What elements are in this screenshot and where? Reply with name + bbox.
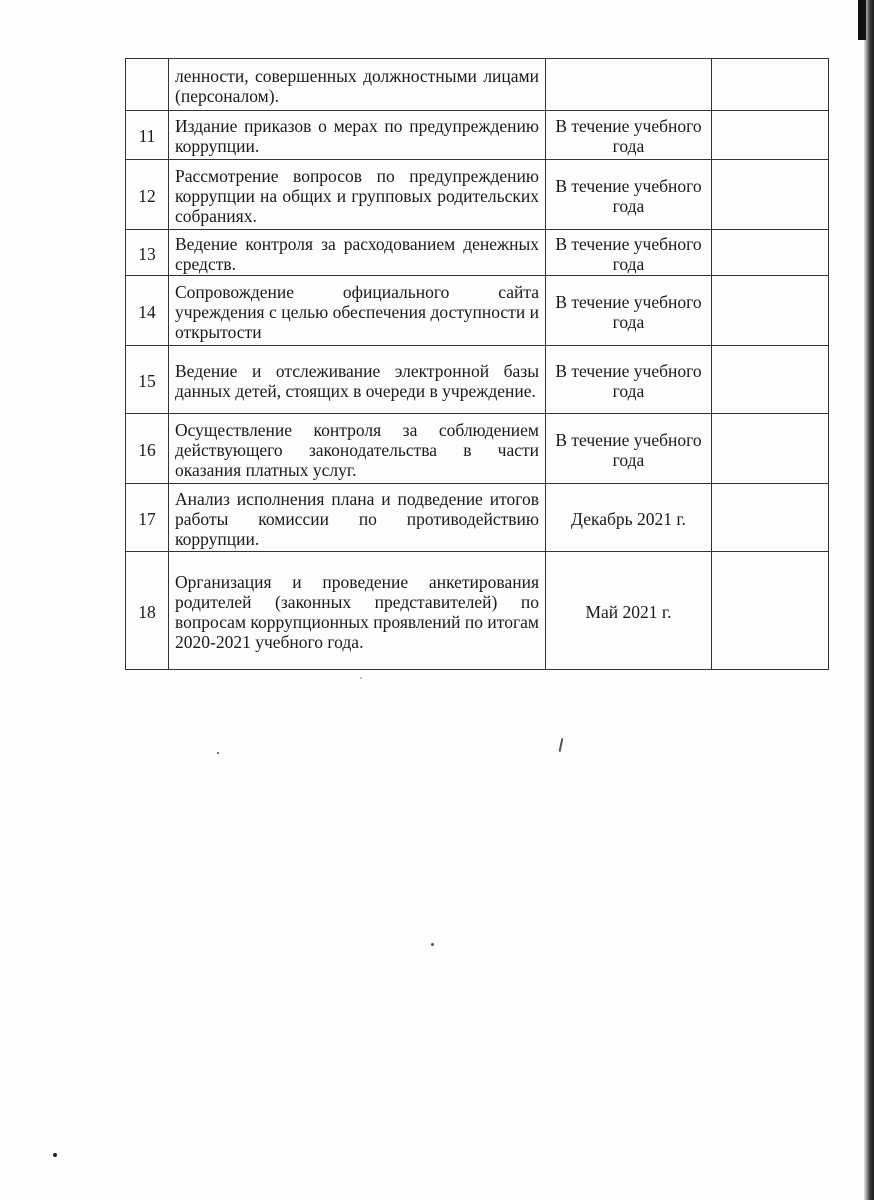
row-event: Издание приказов о мерах по предупреждению коррупции. (169, 111, 546, 160)
row-number: 14 (126, 276, 169, 346)
row-responsible (712, 414, 829, 484)
table-row (126, 111, 829, 160)
row-number: 18 (126, 552, 169, 670)
scan-speck (431, 943, 434, 946)
row-event: ленности, совершенных должностными лицами (персоналом). (169, 59, 546, 111)
row-number: 15 (126, 346, 169, 414)
row-number: 16 (126, 414, 169, 484)
scan-speck (53, 1153, 57, 1157)
row-number: 17 (126, 484, 169, 552)
row-responsible (712, 59, 829, 111)
row-date: В течение учебного года (546, 111, 712, 160)
row-date: В течение учебного года (546, 230, 712, 276)
table-row (126, 552, 829, 670)
row-date (546, 59, 712, 111)
row-number: 12 (126, 160, 169, 230)
row-event: Ведение контроля за расходованием денежных средств. (169, 230, 546, 276)
row-number: 11 (126, 111, 169, 160)
scan-speck (217, 752, 219, 754)
table-row (126, 230, 829, 276)
row-date: В течение учебного года (546, 346, 712, 414)
table-row (126, 484, 829, 552)
row-date: В течение учебного года (546, 276, 712, 346)
row-date: В течение учебного года (546, 414, 712, 484)
table-row (126, 59, 829, 111)
scan-edge-mark (858, 0, 866, 40)
row-responsible (712, 346, 829, 414)
scan-edge-shadow (864, 0, 874, 1200)
row-event: Рассмотрение вопросов по предупреждению коррупции на общих и групповых родительских собраниях. (169, 160, 546, 230)
row-responsible (712, 552, 829, 670)
row-responsible (712, 160, 829, 230)
row-event: Организация и проведение анкетирования родителей (законных представителей) по вопросам коррупционных проявлений по итогам 2020-2021 учебного года. (169, 552, 546, 670)
row-responsible (712, 484, 829, 552)
row-date: Декабрь 2021 г. (546, 484, 712, 552)
row-number (126, 59, 169, 111)
row-event: Сопровождение официального сайта учреждения с целью обеспечения доступности и открытости (169, 276, 546, 346)
row-event: Анализ исполнения плана и подведение итогов работы комиссии по противодействию коррупции. (169, 484, 546, 552)
scan-speck (559, 738, 564, 752)
row-responsible (712, 276, 829, 346)
row-date: В течение учебного года (546, 160, 712, 230)
row-number: 13 (126, 230, 169, 276)
anti-corruption-plan-table (125, 58, 829, 670)
row-event: Осуществление контроля за соблюдением действующего законодательства в части оказания платных услуг. (169, 414, 546, 484)
table-row (126, 160, 829, 230)
table-row (126, 346, 829, 414)
scan-speck (360, 677, 362, 679)
row-event: Ведение и отслеживание электронной базы данных детей, стоящих в очереди в учреждение. (169, 346, 546, 414)
table-row (126, 414, 829, 484)
row-responsible (712, 230, 829, 276)
table-row (126, 276, 829, 346)
row-responsible (712, 111, 829, 160)
row-date: Май 2021 г. (546, 552, 712, 670)
